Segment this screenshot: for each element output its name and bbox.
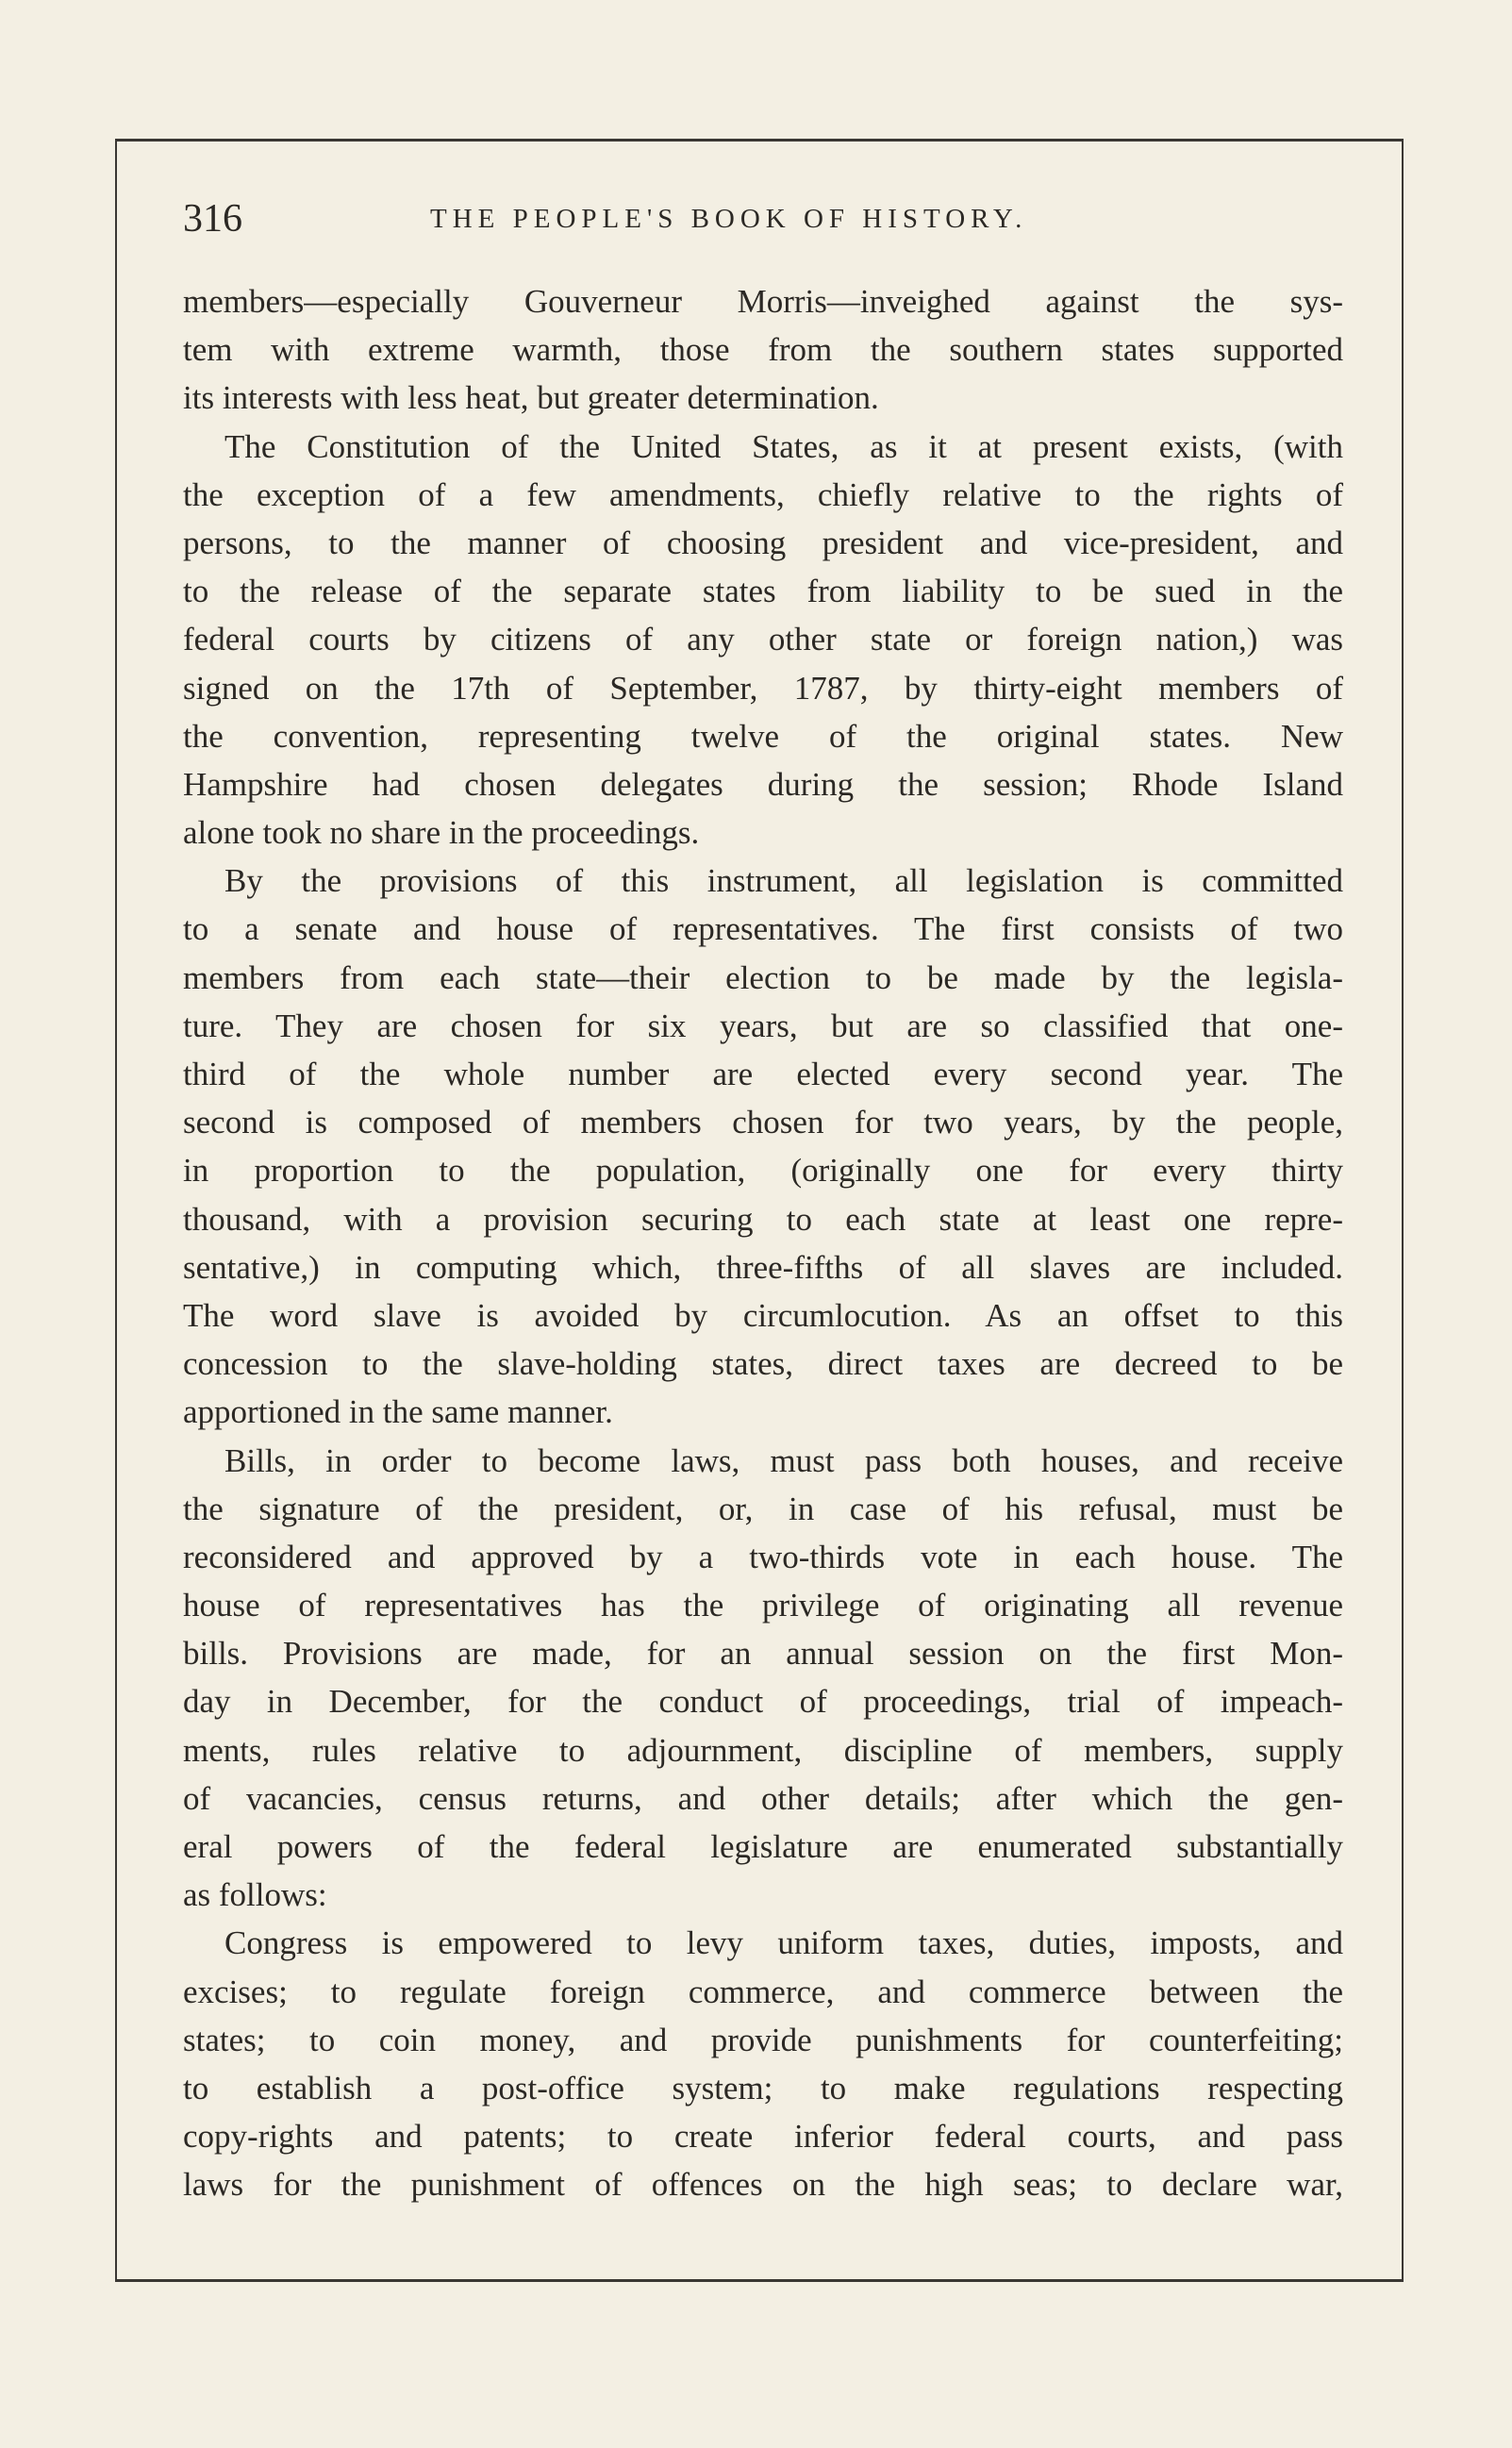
paragraph — [183, 423, 1343, 858]
text-line: By the provisions of this instrument, all legislation is committed — [224, 862, 1343, 900]
text-line: eral powers of the federal legislature are enumerated substantially — [183, 1828, 1343, 1865]
text-line: thousand, with a provision securing to each state at least one repre- — [183, 1200, 1343, 1238]
text-line: The word slave is avoided by circumlocution. As an offset to this — [183, 1296, 1343, 1334]
text-line: the exception of a few amendments, chiefly relative to the rights of — [183, 475, 1343, 513]
text-line: The Constitution of the United States, as it at present exists, (with — [224, 427, 1343, 465]
text-line: third of the whole number are elected every second year. The — [183, 1056, 1343, 1092]
text-line: house of representatives has the privilege of originating all revenue — [183, 1587, 1343, 1624]
paragraph — [183, 1919, 1343, 2208]
text-line: signed on the 17th of September, 1787, by thirty-eight members of — [183, 669, 1343, 707]
page-number: 316 — [183, 197, 242, 241]
text-line: members—especially Gouverneur Morris—inveighed against the sys- — [183, 283, 1343, 320]
running-title: THE PEOPLE'S BOOK OF HISTORY. — [430, 204, 1028, 234]
paragraph — [183, 1437, 1343, 1920]
text-line: Congress is empowered to levy uniform taxes, duties, imposts, and — [224, 1924, 1343, 1962]
text-line: federal courts by citizens of any other state or foreign nation,) was — [183, 621, 1343, 658]
text-line: of vacancies, census returns, and other details; after which the gen- — [183, 1779, 1343, 1817]
text-line: sentative,) in computing which, three-fifths of all slaves are included. — [183, 1248, 1343, 1286]
text-line: bills. Provisions are made, for an annual session on the first Mon- — [183, 1635, 1343, 1673]
text-line: tem with extreme warmth, those from the southern states supported — [183, 331, 1343, 369]
text-line: excises; to regulate foreign commerce, and commerce between the — [183, 1973, 1343, 2010]
text-line: copy-rights and patents; to create inferior federal courts, and pass — [183, 2118, 1343, 2156]
text-line: Hampshire had chosen delegates during the session; Rhode Island — [183, 765, 1343, 803]
text-line: in proportion to the population, (originally one for every thirty — [183, 1152, 1343, 1190]
text-line: Bills, in order to become laws, must pass both houses, and receive — [224, 1441, 1343, 1479]
text-line: its interests with less heat, but greater determination. — [183, 379, 879, 417]
page-body-text — [183, 277, 1343, 2209]
text-line: concession to the slave-holding states, direct taxes are decreed to be — [183, 1345, 1343, 1383]
text-line: as follows: — [183, 1876, 327, 1914]
text-line: second is composed of members chosen for two years, by the people, — [183, 1104, 1343, 1141]
text-line: to the release of the separate states from liability to be sued in the — [183, 573, 1343, 610]
paragraph — [183, 277, 1343, 423]
page-header — [183, 196, 1343, 243]
text-line: states; to coin money, and provide punishments for counterfeiting; — [183, 2021, 1343, 2058]
paragraph — [183, 857, 1343, 1436]
text-line: alone took no share in the proceedings. — [183, 814, 700, 852]
text-line: the signature of the president, or, in case of his refusal, must be — [183, 1490, 1343, 1527]
text-line: laws for the punishment of offences on the high seas; to declare war, — [183, 2166, 1343, 2204]
text-line: to establish a post-office system; to make regulations respecting — [183, 2069, 1343, 2107]
text-line: to a senate and house of representatives. The first consists of two — [183, 910, 1343, 948]
text-line: the convention, representing twelve of the original states. New — [183, 717, 1343, 755]
text-line: ments, rules relative to adjournment, discipline of members, supply — [183, 1731, 1343, 1769]
text-line: ture. They are chosen for six years, but are so classified that one- — [183, 1007, 1343, 1044]
text-line: apportioned in the same manner. — [183, 1393, 613, 1431]
text-line: persons, to the manner of choosing president and vice-president, and — [183, 524, 1343, 561]
text-line: members from each state—their election to be made by the legisla- — [183, 958, 1343, 996]
text-line: day in December, for the conduct of proceedings, trial of impeach- — [183, 1683, 1343, 1721]
text-line: reconsidered and approved by a two-thirds vote in each house. The — [183, 1538, 1343, 1575]
